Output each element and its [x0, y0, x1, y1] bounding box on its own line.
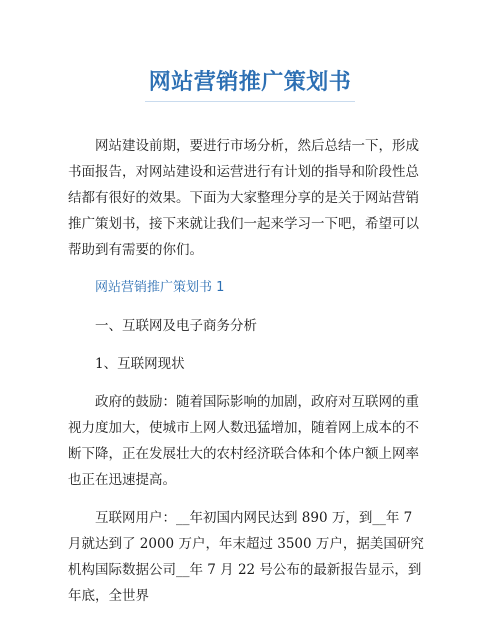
government-paragraph: 政府的鼓励：随着国际影响的加剧，政府对互联网的重视力度加大，使城市上网人数迅猛增加，随着网上成本的不断下降，正在发展壮大的农村经济联合体和个体户额上网率也正在迅速提高。 — [68, 394, 419, 488]
section-heading: 网站营销推广策划书 1 — [95, 280, 225, 295]
document-title: 网站营销推广策划书 — [145, 62, 356, 102]
subheading-internet-status: 1、互联网现状 — [95, 356, 185, 372]
internet-users-paragraph: 互联网用户：__年初国内网民达到 890 万，到__年 7 月就达到了 2000 万户，年末超过 3500 万户，据美国研究机构国际数据公司__年 7 月 22 号公布的最新报告显示，到年底，全世界 — [68, 510, 424, 604]
intro-paragraph: 网站建设前期，要进行市场分析，然后总结一下，形成书面报告，对网站建设和运营进行有计划的指导和阶段性总结都有很好的效果。下面为大家整理分享的是关于网站营销推广策划书，接下来就让我们一起来学习一下吧，希望可以帮助到有需要的你们。 — [68, 138, 419, 258]
document-body — [68, 133, 430, 621]
subheading-internet-ecommerce: 一、互联网及电子商务分析 — [95, 318, 257, 334]
title-container — [0, 62, 500, 102]
